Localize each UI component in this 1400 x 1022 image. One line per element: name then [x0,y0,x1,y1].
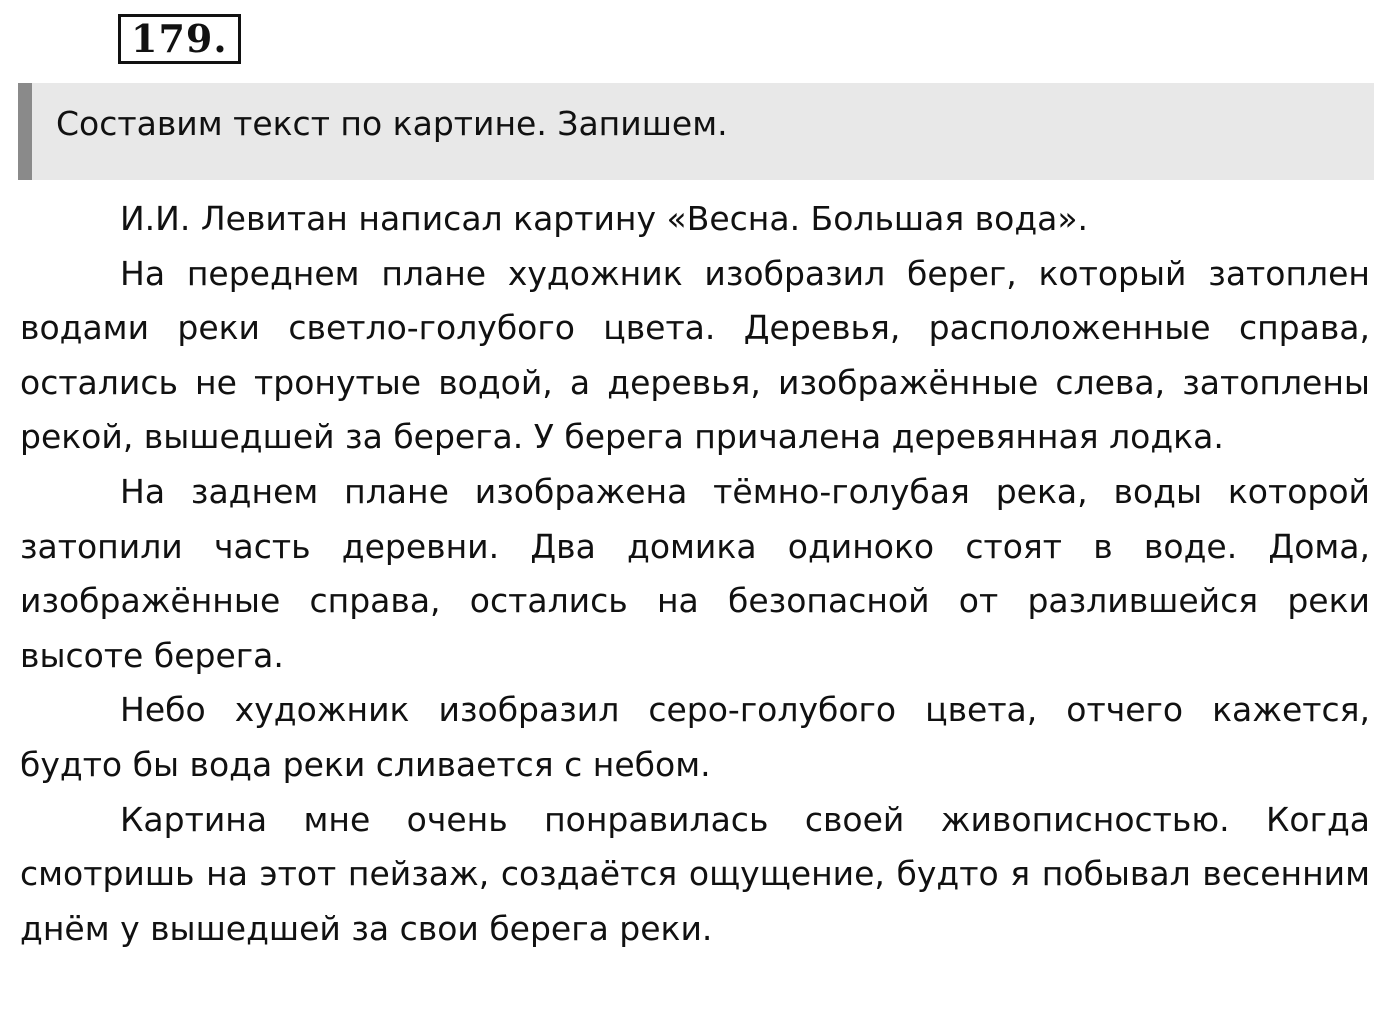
essay-paragraph-conclusion: Картина мне очень понравилась своей живописностью. Когда смотришь на этот пейзаж, создаётся ощущение, будто я побывал весенним днём у вышедшей за свои берега реки. [20,799,1370,948]
essay-paragraph-sky: Небо художник изобразил серо-голубого цвета, отчего кажется, будто бы вода реки сливается с небом. [20,690,1370,784]
essay-text [20,192,1370,956]
essay-paragraph-foreground: На переднем плане художник изобразил берег, который затоплен водами реки светло-голубого цвета. Деревья, расположенные справа, остались не тронутые водой, а деревья, изображённые слева, затоплены рекой, вышедшей за берега. У берега причалена деревянная лодка. [20,253,1370,457]
essay-paragraph-background: На заднем плане изображена тёмно-голубая река, воды которой затопили часть деревни. Два домика одиноко стоят в воде. Дома, изображённые справа, остались на безопасной от разлившейся реки высоте берега. [20,471,1370,675]
instruction-text: Составим текст по картине. Запишем. [56,104,728,143]
instruction-bar [18,83,1374,180]
essay-paragraph-intro: И.И. Левитан написал картину «Весна. Большая вода». [120,199,1089,238]
task-number-box: 179. [118,14,241,64]
